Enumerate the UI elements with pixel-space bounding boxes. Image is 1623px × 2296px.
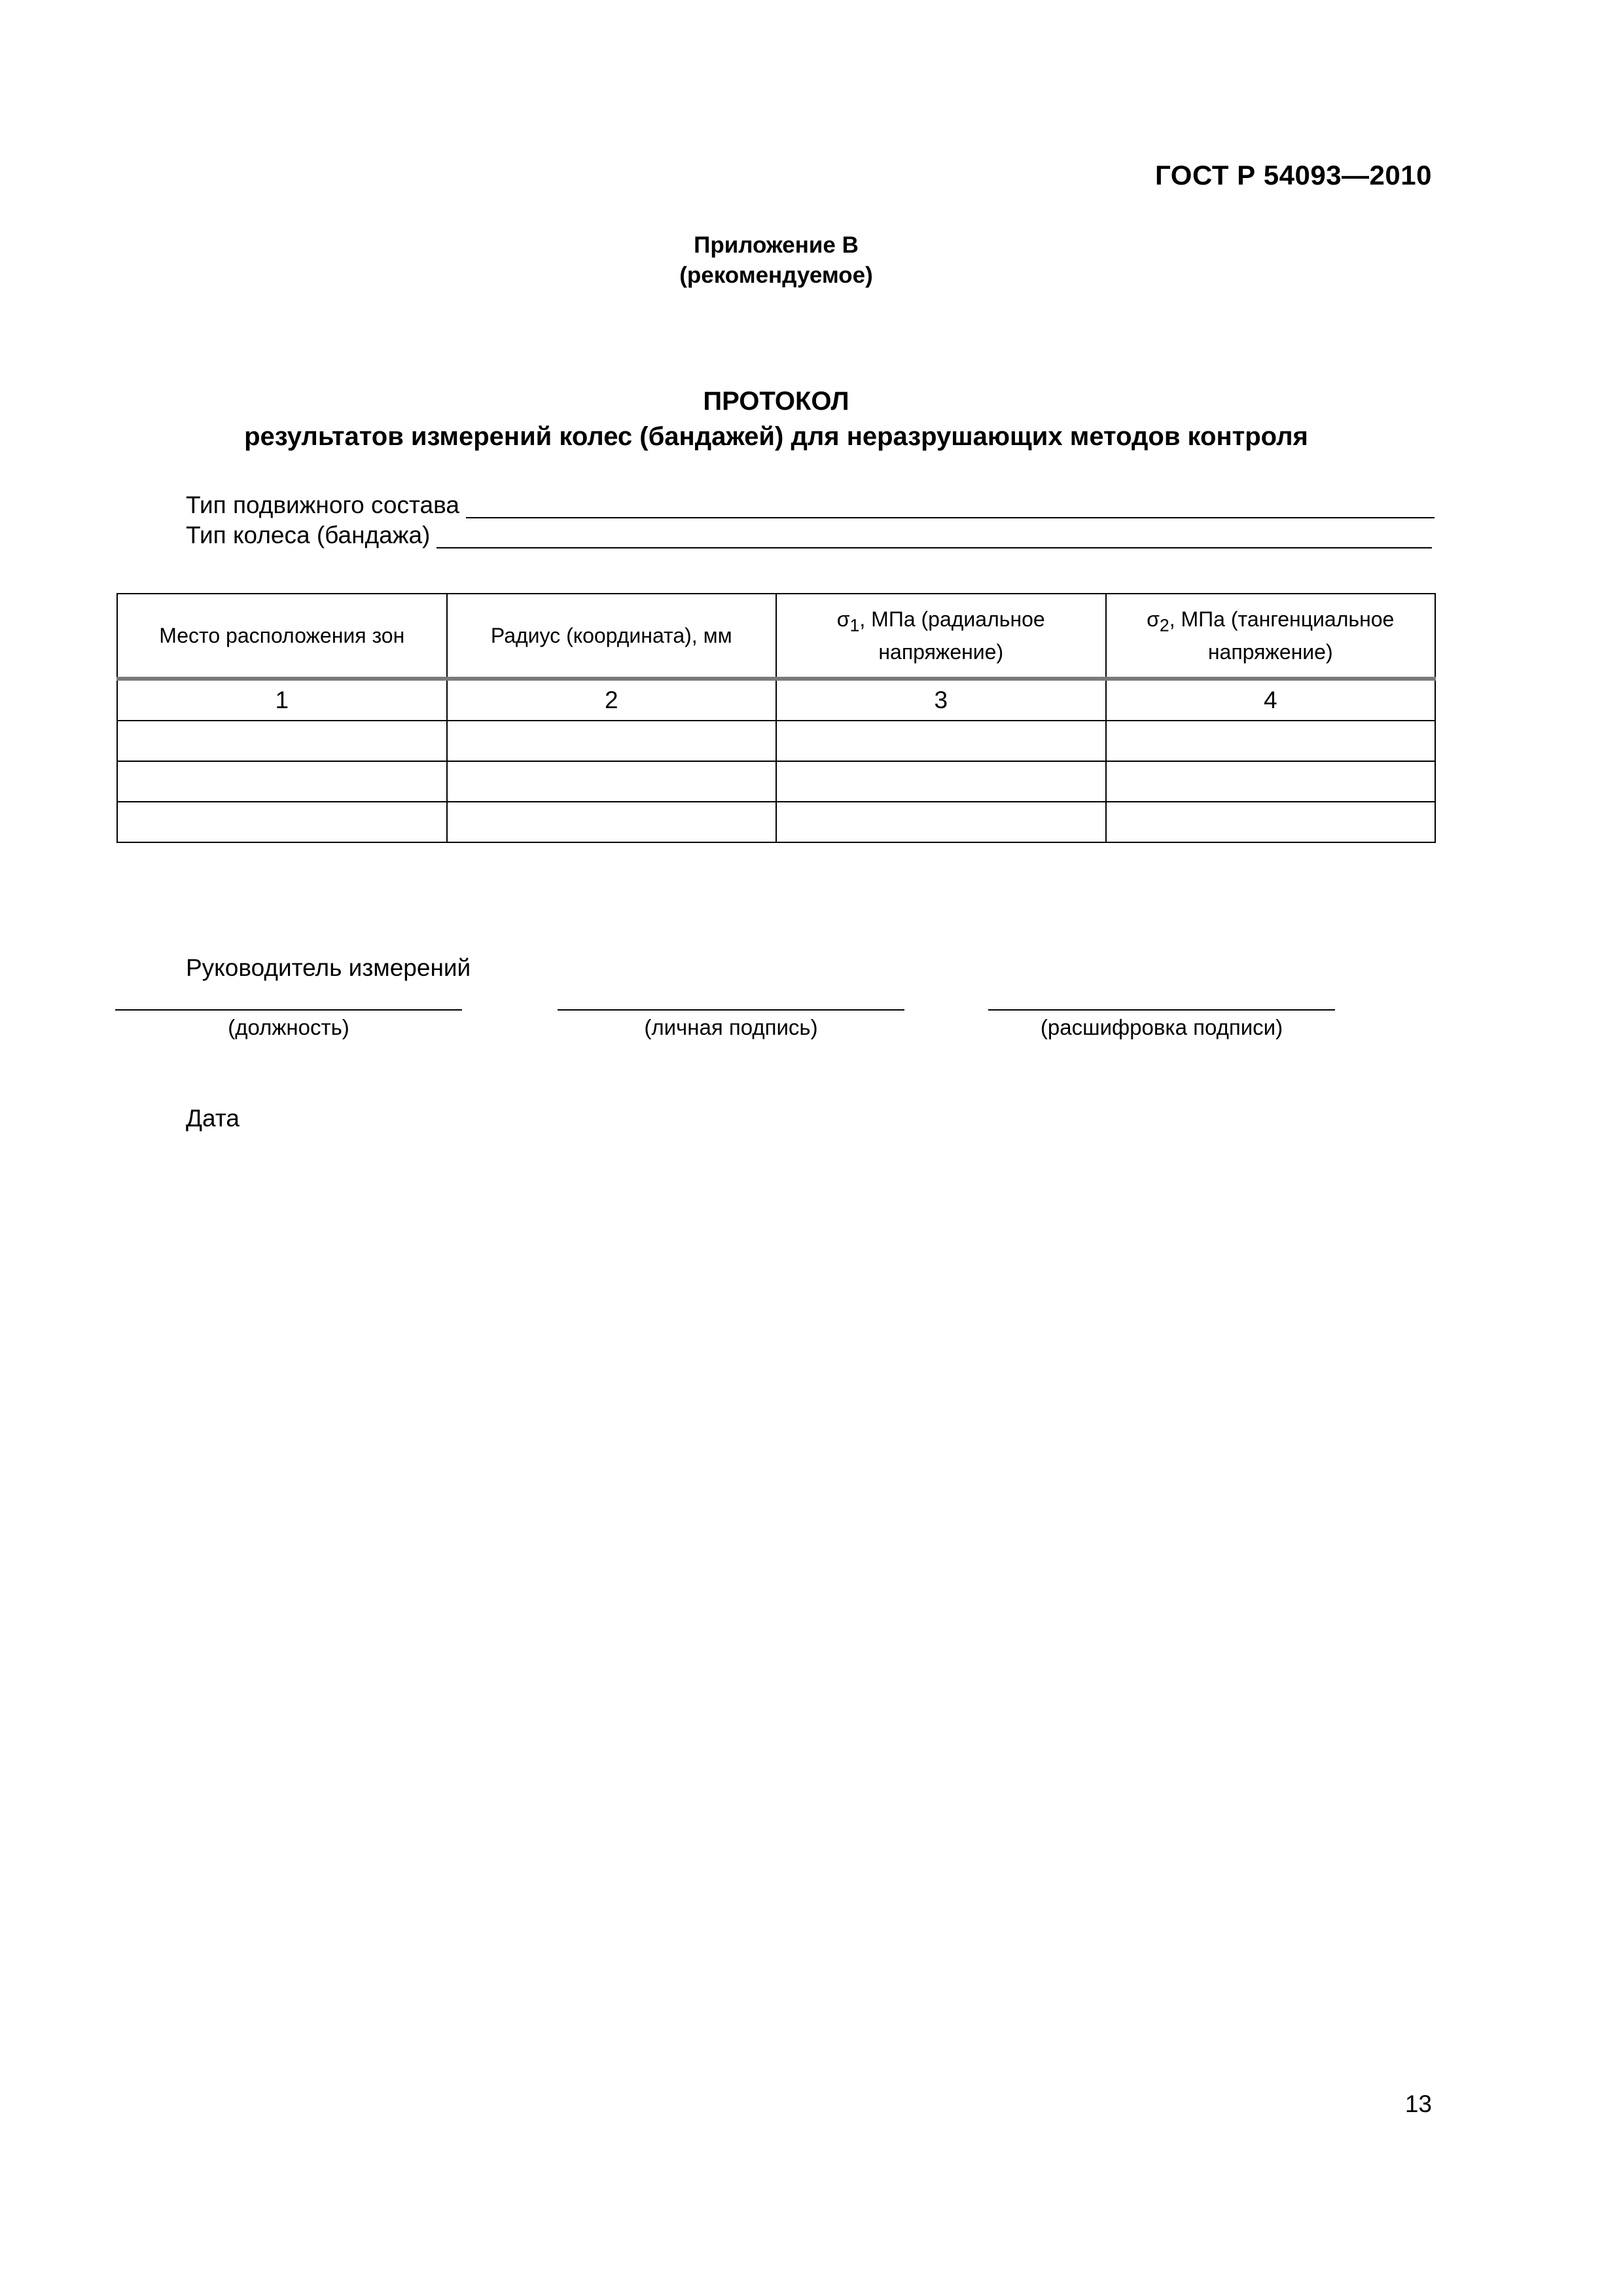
column-number: 1	[117, 679, 447, 721]
table-cell[interactable]	[1106, 721, 1436, 761]
table-cell[interactable]	[776, 802, 1106, 842]
header-zone-location: Место расположения зон	[117, 594, 447, 679]
rolling-stock-type-label: Тип подвижного состава	[186, 492, 459, 518]
header-radius: Радиус (координата), мм	[447, 594, 777, 679]
column-number: 3	[776, 679, 1106, 721]
table-row	[117, 802, 1435, 842]
sigma-symbol: σ	[836, 607, 850, 632]
column-number: 2	[447, 679, 777, 721]
signature-decoding-line[interactable]	[988, 1009, 1335, 1011]
table-cell[interactable]	[447, 721, 777, 761]
table-row	[117, 761, 1435, 802]
table-cell[interactable]	[1106, 761, 1436, 802]
wheel-type-label: Тип колеса (бандажа)	[186, 522, 431, 548]
wheel-type-field	[186, 518, 1432, 548]
rolling-stock-type-input[interactable]	[466, 493, 1435, 518]
table-row	[117, 721, 1435, 761]
column-number-row	[117, 679, 1435, 721]
personal-signature-line[interactable]	[558, 1009, 904, 1011]
page-number: 13	[1404, 2090, 1432, 2117]
appendix-status: (рекомендуемое)	[679, 262, 873, 288]
header-radial-stress: $\sigma_1$, МПа (радиальное напряжение)	[776, 594, 1106, 679]
table-cell[interactable]	[117, 721, 447, 761]
table-cell[interactable]	[117, 802, 447, 842]
appendix-title: Приложение В	[694, 232, 859, 258]
document-code: ГОСТ Р 54093—2010	[1155, 160, 1432, 190]
wheel-type-input[interactable]	[437, 524, 1432, 548]
rolling-stock-type-field	[186, 488, 1435, 518]
table-cell[interactable]	[1106, 802, 1436, 842]
table-cell[interactable]	[447, 802, 777, 842]
table-cell[interactable]	[117, 761, 447, 802]
date-label: Дата	[186, 1105, 240, 1132]
manager-label: Руководитель измерений	[186, 954, 471, 981]
table-cell[interactable]	[776, 721, 1106, 761]
table-cell[interactable]	[447, 761, 777, 802]
signature-decoding-caption: (расшифровка подписи)	[1040, 1015, 1283, 1039]
protocol-heading	[0, 384, 1552, 454]
table-cell[interactable]	[776, 761, 1106, 802]
header-tangential-stress: $\sigma_2$, МПа (тангенциальное напряжение)	[1106, 594, 1436, 679]
position-caption: (должность)	[228, 1015, 349, 1039]
sigma-symbol: σ	[1147, 607, 1160, 632]
protocol-subtitle: результатов измерений колес (бандажей) для неразрушающих методов контроля	[244, 422, 1308, 451]
appendix-heading	[0, 230, 1552, 291]
results-table	[116, 593, 1436, 843]
column-number: 4	[1106, 679, 1436, 721]
position-signature-line[interactable]	[115, 1009, 462, 1011]
table-header-row	[117, 594, 1435, 679]
protocol-title: ПРОТОКОЛ	[703, 387, 849, 416]
personal-signature-caption: (личная подпись)	[644, 1015, 818, 1039]
